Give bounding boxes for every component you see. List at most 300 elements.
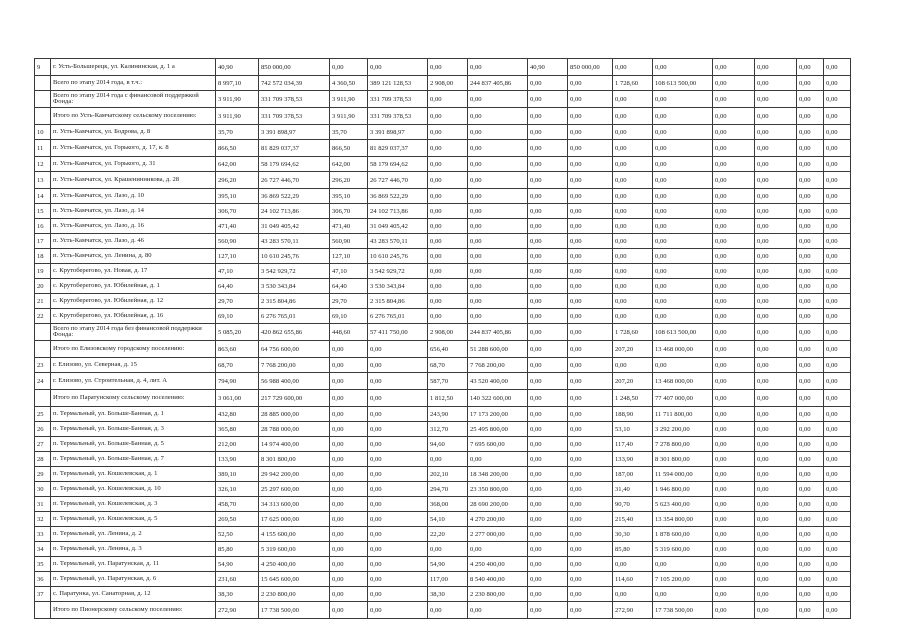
value-cell: 108 613 500,00 xyxy=(653,324,713,341)
row-number: 32 xyxy=(35,512,51,527)
value-cell: 0,00 xyxy=(428,219,468,234)
value-cell: 0,00 xyxy=(824,512,851,527)
value-cell: 0,00 xyxy=(713,557,755,572)
value-cell: 0,00 xyxy=(713,527,755,542)
value-cell: 0,00 xyxy=(468,204,528,219)
value-cell: 0,00 xyxy=(528,279,568,294)
value-cell: 0,00 xyxy=(713,234,755,249)
value-cell: 0,00 xyxy=(653,294,713,309)
value-cell: 1 878 600,00 xyxy=(653,527,713,542)
table-row xyxy=(35,437,851,452)
address-cell: с. Крутоберегово, ул. Новая, д. 17 xyxy=(51,264,216,279)
value-cell: 36 869 522,29 xyxy=(259,189,330,204)
value-cell: 432,80 xyxy=(216,407,259,422)
value-cell: 656,40 xyxy=(428,341,468,358)
value-cell: 8 301 800,00 xyxy=(653,452,713,467)
value-cell: 0,00 xyxy=(468,140,528,157)
value-cell: 3 542 929,72 xyxy=(368,264,428,279)
value-cell: 85,80 xyxy=(216,542,259,557)
value-cell: 272,90 xyxy=(216,602,259,619)
value-cell: 269,50 xyxy=(216,512,259,527)
table-row xyxy=(35,76,851,91)
value-cell: 202,10 xyxy=(428,467,468,482)
row-number: 28 xyxy=(35,452,51,467)
address-cell: Всего по этапу 2014 года без финансовой поддержки Фонда: xyxy=(51,324,216,341)
value-cell: 0,00 xyxy=(755,125,797,140)
value-cell: 38,30 xyxy=(216,587,259,602)
value-cell: 0,00 xyxy=(528,189,568,204)
address-cell: п. Термальный, ул. Кошелевская, д. 3 xyxy=(51,497,216,512)
value-cell: 389 121 128,53 xyxy=(368,76,428,91)
value-cell: 0,00 xyxy=(797,76,824,91)
value-cell: 0,00 xyxy=(528,542,568,557)
row-number: 11 xyxy=(35,140,51,157)
value-cell: 0,00 xyxy=(528,157,568,172)
value-cell: 0,00 xyxy=(653,189,713,204)
value-cell: 0,00 xyxy=(653,59,713,76)
value-cell: 0,00 xyxy=(755,264,797,279)
value-cell: 0,00 xyxy=(713,407,755,422)
value-cell: 0,00 xyxy=(368,527,428,542)
value-cell: 0,00 xyxy=(797,467,824,482)
value-cell: 0,00 xyxy=(653,140,713,157)
value-cell: 0,00 xyxy=(528,527,568,542)
value-cell: 40,90 xyxy=(528,59,568,76)
value-cell: 29,70 xyxy=(216,294,259,309)
value-cell: 38,30 xyxy=(428,587,468,602)
value-cell: 866,50 xyxy=(330,140,368,157)
value-cell: 0,00 xyxy=(824,204,851,219)
value-cell: 0,00 xyxy=(797,249,824,264)
value-cell: 0,00 xyxy=(797,407,824,422)
value-cell: 28 788 000,00 xyxy=(259,422,330,437)
table-row xyxy=(35,422,851,437)
value-cell: 28 690 200,00 xyxy=(468,497,528,512)
value-cell: 0,00 xyxy=(528,249,568,264)
value-cell: 0,00 xyxy=(428,249,468,264)
value-cell: 0,00 xyxy=(824,482,851,497)
value-cell: 850 000,00 xyxy=(259,59,330,76)
address-cell: г. Елизово, ул. Северная, д. 15 xyxy=(51,358,216,373)
value-cell: 0,00 xyxy=(653,108,713,125)
value-cell: 0,00 xyxy=(568,294,613,309)
value-cell: 0,00 xyxy=(653,125,713,140)
value-cell: 0,00 xyxy=(568,527,613,542)
value-cell: 0,00 xyxy=(797,172,824,189)
value-cell: 0,00 xyxy=(713,279,755,294)
value-cell: 0,00 xyxy=(755,309,797,324)
value-cell: 395,10 xyxy=(330,189,368,204)
value-cell: 1 728,60 xyxy=(613,324,653,341)
table-row xyxy=(35,219,851,234)
value-cell: 54,90 xyxy=(428,557,468,572)
value-cell: 3 391 898,97 xyxy=(259,125,330,140)
value-cell: 0,00 xyxy=(797,264,824,279)
address-cell: п. Усть-Камчатск, ул. Лазо, д. 14 xyxy=(51,204,216,219)
address-cell: п. Усть-Камчатск, ул. Ленина, д. 80 xyxy=(51,249,216,264)
value-cell: 0,00 xyxy=(755,390,797,407)
table-row xyxy=(35,294,851,309)
value-cell: 0,00 xyxy=(824,602,851,619)
table-row xyxy=(35,204,851,219)
value-cell: 0,00 xyxy=(755,422,797,437)
value-cell: 0,00 xyxy=(755,76,797,91)
value-cell: 58 179 694,62 xyxy=(259,157,330,172)
value-cell: 471,40 xyxy=(330,219,368,234)
table-row xyxy=(35,512,851,527)
value-cell: 0,00 xyxy=(568,189,613,204)
value-cell: 642,00 xyxy=(216,157,259,172)
value-cell: 0,00 xyxy=(824,157,851,172)
value-cell: 0,00 xyxy=(755,294,797,309)
value-cell: 0,00 xyxy=(568,557,613,572)
value-cell: 0,00 xyxy=(528,125,568,140)
row-number: 17 xyxy=(35,234,51,249)
value-cell: 0,00 xyxy=(528,76,568,91)
value-cell: 0,00 xyxy=(755,59,797,76)
value-cell: 0,00 xyxy=(330,497,368,512)
value-cell: 0,00 xyxy=(330,422,368,437)
value-cell: 3 061,00 xyxy=(216,390,259,407)
value-cell: 0,00 xyxy=(797,91,824,108)
value-cell: 0,00 xyxy=(653,249,713,264)
value-cell: 0,00 xyxy=(824,294,851,309)
value-cell: 0,00 xyxy=(330,437,368,452)
value-cell: 23 350 800,00 xyxy=(468,482,528,497)
value-cell: 0,00 xyxy=(568,358,613,373)
table-row xyxy=(35,264,851,279)
value-cell: 0,00 xyxy=(613,108,653,125)
value-cell: 0,00 xyxy=(824,140,851,157)
value-cell: 0,00 xyxy=(330,467,368,482)
value-cell: 2 277 000,00 xyxy=(468,527,528,542)
value-cell: 36 869 522,29 xyxy=(368,189,428,204)
value-cell: 0,00 xyxy=(330,341,368,358)
table-row xyxy=(35,324,851,341)
value-cell: 5 085,20 xyxy=(216,324,259,341)
value-cell: 0,00 xyxy=(824,390,851,407)
value-cell: 2 908,00 xyxy=(428,76,468,91)
row-number: 31 xyxy=(35,497,51,512)
value-cell: 0,00 xyxy=(824,91,851,108)
value-cell: 2 230 800,00 xyxy=(468,587,528,602)
value-cell: 0,00 xyxy=(468,172,528,189)
value-cell: 0,00 xyxy=(330,452,368,467)
address-cell: п. Термальный, ул. Больше-Банная, д. 3 xyxy=(51,422,216,437)
row-number: 25 xyxy=(35,407,51,422)
value-cell: 0,00 xyxy=(613,140,653,157)
value-cell: 0,00 xyxy=(528,497,568,512)
value-cell: 0,00 xyxy=(613,189,653,204)
value-cell: 0,00 xyxy=(755,587,797,602)
value-cell: 0,00 xyxy=(568,587,613,602)
value-cell: 0,00 xyxy=(613,294,653,309)
row-number xyxy=(35,76,51,91)
value-cell: 0,00 xyxy=(797,587,824,602)
address-cell: г. Усть-Большерецк, ул. Калининская, д. 1 а xyxy=(51,59,216,76)
value-cell: 51 288 600,00 xyxy=(468,341,528,358)
value-cell: 77 407 000,00 xyxy=(653,390,713,407)
value-cell: 0,00 xyxy=(428,59,468,76)
value-cell: 863,60 xyxy=(216,341,259,358)
value-cell: 0,00 xyxy=(713,467,755,482)
value-cell: 4 250 400,00 xyxy=(468,557,528,572)
value-cell: 24 102 713,86 xyxy=(259,204,330,219)
value-cell: 642,00 xyxy=(330,157,368,172)
value-cell: 0,00 xyxy=(468,91,528,108)
row-number: 16 xyxy=(35,219,51,234)
value-cell: 0,00 xyxy=(528,341,568,358)
value-cell: 0,00 xyxy=(368,572,428,587)
value-cell: 0,00 xyxy=(713,482,755,497)
value-cell: 127,10 xyxy=(216,249,259,264)
table-row xyxy=(35,452,851,467)
value-cell: 742 572 034,39 xyxy=(259,76,330,91)
table-body xyxy=(35,59,851,619)
row-number xyxy=(35,390,51,407)
value-cell: 0,00 xyxy=(568,249,613,264)
address-cell: г. Елизово, ул. Строительная, д. 4, лит. А xyxy=(51,373,216,390)
value-cell: 0,00 xyxy=(428,309,468,324)
table-row xyxy=(35,91,851,108)
table-row xyxy=(35,482,851,497)
value-cell: 0,00 xyxy=(824,249,851,264)
value-cell: 13 468 000,00 xyxy=(653,373,713,390)
row-number: 36 xyxy=(35,572,51,587)
value-cell: 0,00 xyxy=(368,407,428,422)
value-cell: 850 000,00 xyxy=(568,59,613,76)
value-cell: 0,00 xyxy=(330,407,368,422)
value-cell: 31 049 405,42 xyxy=(259,219,330,234)
value-cell: 4 270 200,00 xyxy=(468,512,528,527)
value-cell: 85,80 xyxy=(613,542,653,557)
value-cell: 3 911,90 xyxy=(330,108,368,125)
value-cell: 0,00 xyxy=(824,422,851,437)
value-cell: 0,00 xyxy=(797,497,824,512)
value-cell: 0,00 xyxy=(568,279,613,294)
value-cell: 0,00 xyxy=(797,358,824,373)
value-cell: 212,00 xyxy=(216,437,259,452)
row-number: 12 xyxy=(35,157,51,172)
value-cell: 0,00 xyxy=(713,572,755,587)
row-number: 20 xyxy=(35,279,51,294)
row-number: 9 xyxy=(35,59,51,76)
value-cell: 0,00 xyxy=(528,452,568,467)
value-cell: 8 301 800,00 xyxy=(259,452,330,467)
value-cell: 0,00 xyxy=(824,527,851,542)
value-cell: 58 179 694,62 xyxy=(368,157,428,172)
row-number: 33 xyxy=(35,527,51,542)
value-cell: 0,00 xyxy=(797,219,824,234)
value-cell: 0,00 xyxy=(713,437,755,452)
value-cell: 331 709 378,53 xyxy=(259,108,330,125)
value-cell: 90,70 xyxy=(613,497,653,512)
value-cell: 0,00 xyxy=(568,324,613,341)
resettlement-table xyxy=(34,58,851,619)
value-cell: 0,00 xyxy=(797,373,824,390)
value-cell: 2 908,00 xyxy=(428,324,468,341)
value-cell: 40,90 xyxy=(216,59,259,76)
table-row xyxy=(35,341,851,358)
value-cell: 0,00 xyxy=(330,572,368,587)
value-cell: 0,00 xyxy=(824,373,851,390)
value-cell: 0,00 xyxy=(528,602,568,619)
value-cell: 0,00 xyxy=(713,422,755,437)
row-number: 29 xyxy=(35,467,51,482)
value-cell: 68,70 xyxy=(428,358,468,373)
value-cell: 0,00 xyxy=(824,309,851,324)
value-cell: 56 988 400,00 xyxy=(259,373,330,390)
value-cell: 0,00 xyxy=(713,452,755,467)
value-cell: 0,00 xyxy=(330,390,368,407)
value-cell: 0,00 xyxy=(713,59,755,76)
value-cell: 0,00 xyxy=(713,587,755,602)
value-cell: 0,00 xyxy=(713,294,755,309)
value-cell: 0,00 xyxy=(528,572,568,587)
value-cell: 0,00 xyxy=(824,358,851,373)
value-cell: 17 738 500,00 xyxy=(259,602,330,619)
value-cell: 0,00 xyxy=(568,219,613,234)
value-cell: 0,00 xyxy=(528,309,568,324)
value-cell: 0,00 xyxy=(468,294,528,309)
value-cell: 0,00 xyxy=(468,219,528,234)
value-cell: 0,00 xyxy=(468,452,528,467)
value-cell: 108 613 500,00 xyxy=(653,76,713,91)
value-cell: 17 738 500,00 xyxy=(653,602,713,619)
value-cell: 0,00 xyxy=(428,294,468,309)
value-cell: 0,00 xyxy=(613,204,653,219)
value-cell: 0,00 xyxy=(824,59,851,76)
value-cell: 17 173 200,00 xyxy=(468,407,528,422)
value-cell: 0,00 xyxy=(428,204,468,219)
value-cell: 0,00 xyxy=(653,587,713,602)
value-cell: 0,00 xyxy=(824,219,851,234)
row-number: 37 xyxy=(35,587,51,602)
value-cell: 25 297 600,00 xyxy=(259,482,330,497)
value-cell: 133,90 xyxy=(216,452,259,467)
row-number: 21 xyxy=(35,294,51,309)
value-cell: 0,00 xyxy=(824,264,851,279)
value-cell: 0,00 xyxy=(468,108,528,125)
value-cell: 0,00 xyxy=(568,512,613,527)
value-cell: 0,00 xyxy=(468,249,528,264)
value-cell: 368,00 xyxy=(428,497,468,512)
address-cell: с. Крутоберегово, ул. Юбилейная, д. 12 xyxy=(51,294,216,309)
value-cell: 0,00 xyxy=(568,234,613,249)
value-cell: 0,00 xyxy=(713,497,755,512)
value-cell: 0,00 xyxy=(653,309,713,324)
value-cell: 8 997,10 xyxy=(216,76,259,91)
value-cell: 117,00 xyxy=(428,572,468,587)
value-cell: 0,00 xyxy=(568,341,613,358)
value-cell: 1 728,60 xyxy=(613,76,653,91)
value-cell: 0,00 xyxy=(755,341,797,358)
table-row xyxy=(35,189,851,204)
address-cell: п. Усть-Камчатск, ул. Лазо, д. 46 xyxy=(51,234,216,249)
value-cell: 7 278 800,00 xyxy=(653,437,713,452)
value-cell: 395,10 xyxy=(216,189,259,204)
value-cell: 0,00 xyxy=(613,219,653,234)
value-cell: 0,00 xyxy=(755,542,797,557)
value-cell: 0,00 xyxy=(568,452,613,467)
value-cell: 0,00 xyxy=(653,279,713,294)
value-cell: 0,00 xyxy=(428,542,468,557)
value-cell: 0,00 xyxy=(368,452,428,467)
value-cell: 3 911,90 xyxy=(216,108,259,125)
value-cell: 331 709 378,53 xyxy=(368,91,428,108)
value-cell: 0,00 xyxy=(613,234,653,249)
value-cell: 0,00 xyxy=(713,512,755,527)
value-cell: 31 049 405,42 xyxy=(368,219,428,234)
value-cell: 43 520 400,00 xyxy=(468,373,528,390)
value-cell: 0,00 xyxy=(797,125,824,140)
value-cell: 0,00 xyxy=(797,279,824,294)
row-number: 27 xyxy=(35,437,51,452)
value-cell: 0,00 xyxy=(613,249,653,264)
value-cell: 0,00 xyxy=(797,108,824,125)
value-cell: 0,00 xyxy=(613,264,653,279)
value-cell: 2 315 804,86 xyxy=(259,294,330,309)
value-cell: 244 837 405,86 xyxy=(468,324,528,341)
value-cell: 0,00 xyxy=(713,602,755,619)
value-cell: 6 276 765,01 xyxy=(259,309,330,324)
value-cell: 0,00 xyxy=(368,437,428,452)
address-cell: п. Усть-Камчатск, ул. Горького, д. 31 xyxy=(51,157,216,172)
value-cell: 0,00 xyxy=(653,234,713,249)
value-cell: 3 911,90 xyxy=(330,91,368,108)
value-cell: 0,00 xyxy=(568,373,613,390)
row-number: 10 xyxy=(35,125,51,140)
value-cell: 0,00 xyxy=(613,557,653,572)
value-cell: 0,00 xyxy=(330,358,368,373)
value-cell: 0,00 xyxy=(755,249,797,264)
value-cell: 13 354 800,00 xyxy=(653,512,713,527)
value-cell: 0,00 xyxy=(824,497,851,512)
address-cell: с. Крутоберегово, ул. Юбилейная, д. 16 xyxy=(51,309,216,324)
value-cell: 244 837 405,86 xyxy=(468,76,528,91)
value-cell: 0,00 xyxy=(713,157,755,172)
value-cell: 0,00 xyxy=(797,294,824,309)
value-cell: 0,00 xyxy=(797,452,824,467)
value-cell: 1 248,50 xyxy=(613,390,653,407)
row-number: 13 xyxy=(35,172,51,189)
value-cell: 326,10 xyxy=(216,482,259,497)
value-cell: 0,00 xyxy=(797,324,824,341)
value-cell: 0,00 xyxy=(428,279,468,294)
value-cell: 0,00 xyxy=(528,204,568,219)
value-cell: 3 911,90 xyxy=(216,91,259,108)
value-cell: 0,00 xyxy=(797,572,824,587)
value-cell: 35,70 xyxy=(216,125,259,140)
table-row xyxy=(35,572,851,587)
value-cell: 0,00 xyxy=(613,358,653,373)
value-cell: 0,00 xyxy=(613,309,653,324)
value-cell: 0,00 xyxy=(713,341,755,358)
value-cell: 29,70 xyxy=(330,294,368,309)
row-number: 14 xyxy=(35,189,51,204)
value-cell: 68,70 xyxy=(216,358,259,373)
value-cell: 0,00 xyxy=(568,125,613,140)
value-cell: 7 105 200,00 xyxy=(653,572,713,587)
value-cell: 11 711 800,00 xyxy=(653,407,713,422)
value-cell: 0,00 xyxy=(528,140,568,157)
value-cell: 0,00 xyxy=(797,482,824,497)
value-cell: 0,00 xyxy=(428,189,468,204)
value-cell: 420 862 655,86 xyxy=(259,324,330,341)
table-row xyxy=(35,279,851,294)
value-cell: 0,00 xyxy=(713,264,755,279)
value-cell: 0,00 xyxy=(653,204,713,219)
